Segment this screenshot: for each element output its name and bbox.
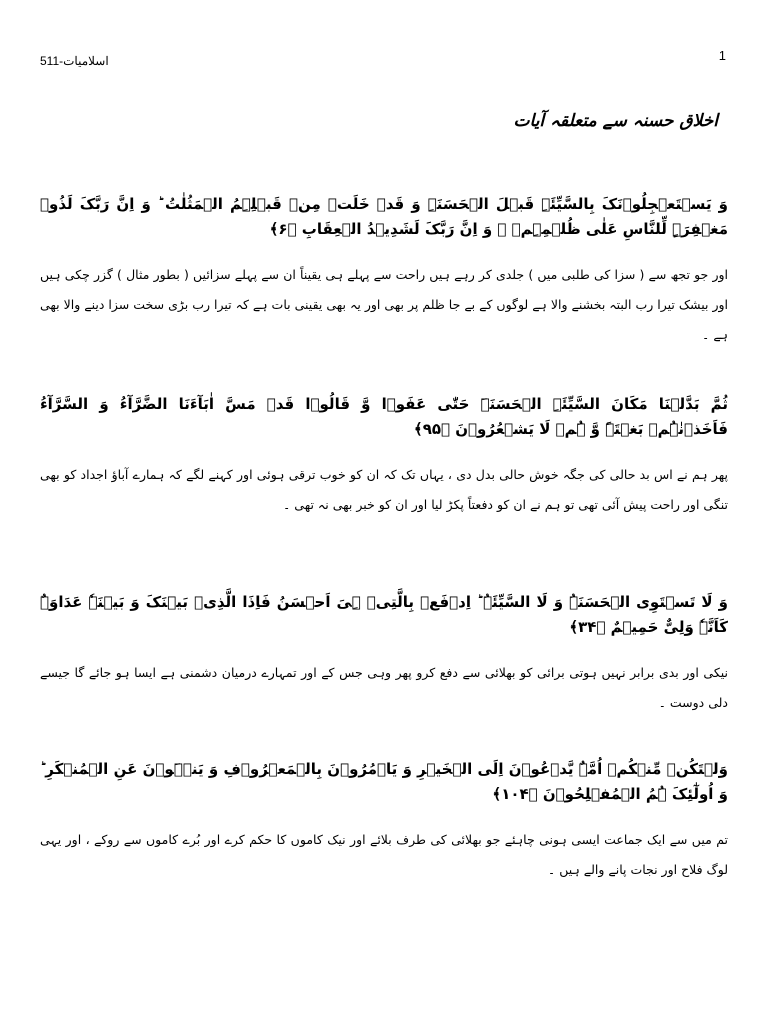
urdu-translation: پھر ہم نے اس بد حالی کی جگہ خوش حالی بدل دی ، یہاں تک کہ ان کو خوب ترقی ہوئی اور کہنے لگے کہ ہمارے آباؤ اجداد کو بھی تنگی اور راحت پیش آئی تھی تو ہم نے ان کو دفعتاً پکڑ لیا اور ان کو خبر بھی نہ تھی ۔ (40, 467, 728, 512)
quran-verse: وَ یَسۡتَعۡجِلُوۡنَکَ بِالسَّیِّئَۃِ قَبۡلَ الۡحَسَنَۃِ وَ قَدۡ خَلَتۡ مِنۡ قَبۡلِہِمُ الۡمَثُلٰتُ ؕ وَ اِنَّ رَبَّکَ لَذُوۡ مَغۡفِرَۃٍ لِّلنَّاسِ عَلٰی ظُلۡمِہِمۡ ۚ وَ اِنَّ رَبَّکَ لَشَدِیۡدُ الۡعِقَابِ ﴿۶﴾ (40, 195, 728, 238)
page-number: 1 (718, 48, 726, 63)
verse-section-4 (40, 757, 728, 885)
page-title: اخلاق حسنہ سے متعلقہ آیات (513, 111, 718, 131)
verse-section-1 (40, 192, 728, 350)
quran-verse: وَ لَا تَسۡتَوِی الۡحَسَنَۃُ وَ لَا السَّیِّئَۃُ ؕ اِدۡفَعۡ بِالَّتِیۡ ہِیَ اَحۡسَنُ فَاِذَا الَّذِیۡ بَیۡنَکَ وَ بَیۡنَہٗ عَدَاوَۃٌ کَاَنَّہٗ وَلِیٌّ حَمِیۡمٌ ﴿۳۴﴾ (40, 593, 728, 636)
urdu-translation: اور جو تجھ سے ( سزا کی طلبی میں ) جلدی کر رہے ہیں راحت سے پہلے ہی یقیناً ان سے پہلے سزائیں ( بطور مثال ) گزر چکی ہیں اور بیشک تیرا رب البتہ بخشنے والا ہے لوگوں کے بے جا ظلم پر بھی اور یہ بھی یقینی بات ہے کہ تیرا رب بڑی سخت سزا دینے والا بھی ہے ۔ (40, 267, 728, 342)
quran-verse: ثُمَّ بَدَّلۡنَا مَکَانَ السَّیِّئَۃِ الۡحَسَنَۃَ حَتّٰی عَفَوۡا وَّ قَالُوۡا قَدۡ مَسَّ اٰبَآءَنَا الضَّرَّآءُ وَ السَّرَّآءُ فَاَخَذۡنٰہُمۡ بَغۡتَۃً وَّ ہُمۡ لَا یَشۡعُرُوۡنَ ﴿۹۵﴾ (40, 395, 728, 438)
urdu-translation: تم میں سے ایک جماعت ایسی ہونی چاہئے جو بھلائی کی طرف بلائے اور نیک کاموں کا حکم کرے اور بُرے کاموں سے روکے ، اور یہی لوگ فلاح اور نجات پانے والے ہیں ۔ (40, 832, 728, 877)
quran-verse: وَلۡتَکُنۡ مِّنۡکُمۡ اُمَّۃٌ یَّدۡعُوۡنَ اِلَی الۡخَیۡرِ وَ یَاۡمُرُوۡنَ بِالۡمَعۡرُوۡفِ وَ یَنۡہَوۡنَ عَنِ الۡمُنۡکَرِ ؕ وَ اُولٰٓئِکَ ہُمُ الۡمُفۡلِحُوۡنَ ﴿۱۰۴﴾ (40, 760, 728, 803)
verse-section-2 (40, 392, 728, 520)
course-code: اسلامیات-511 (40, 54, 109, 68)
verse-section-3 (40, 590, 728, 718)
urdu-translation: نیکی اور بدی برابر نہیں ہوتی برائی کو بھلائی سے دفع کرو پھر وہی جس کے اور تمہارے درمیان دشمنی ہے ایسا ہو جائے گا جیسے دلی دوست ۔ (40, 665, 728, 710)
